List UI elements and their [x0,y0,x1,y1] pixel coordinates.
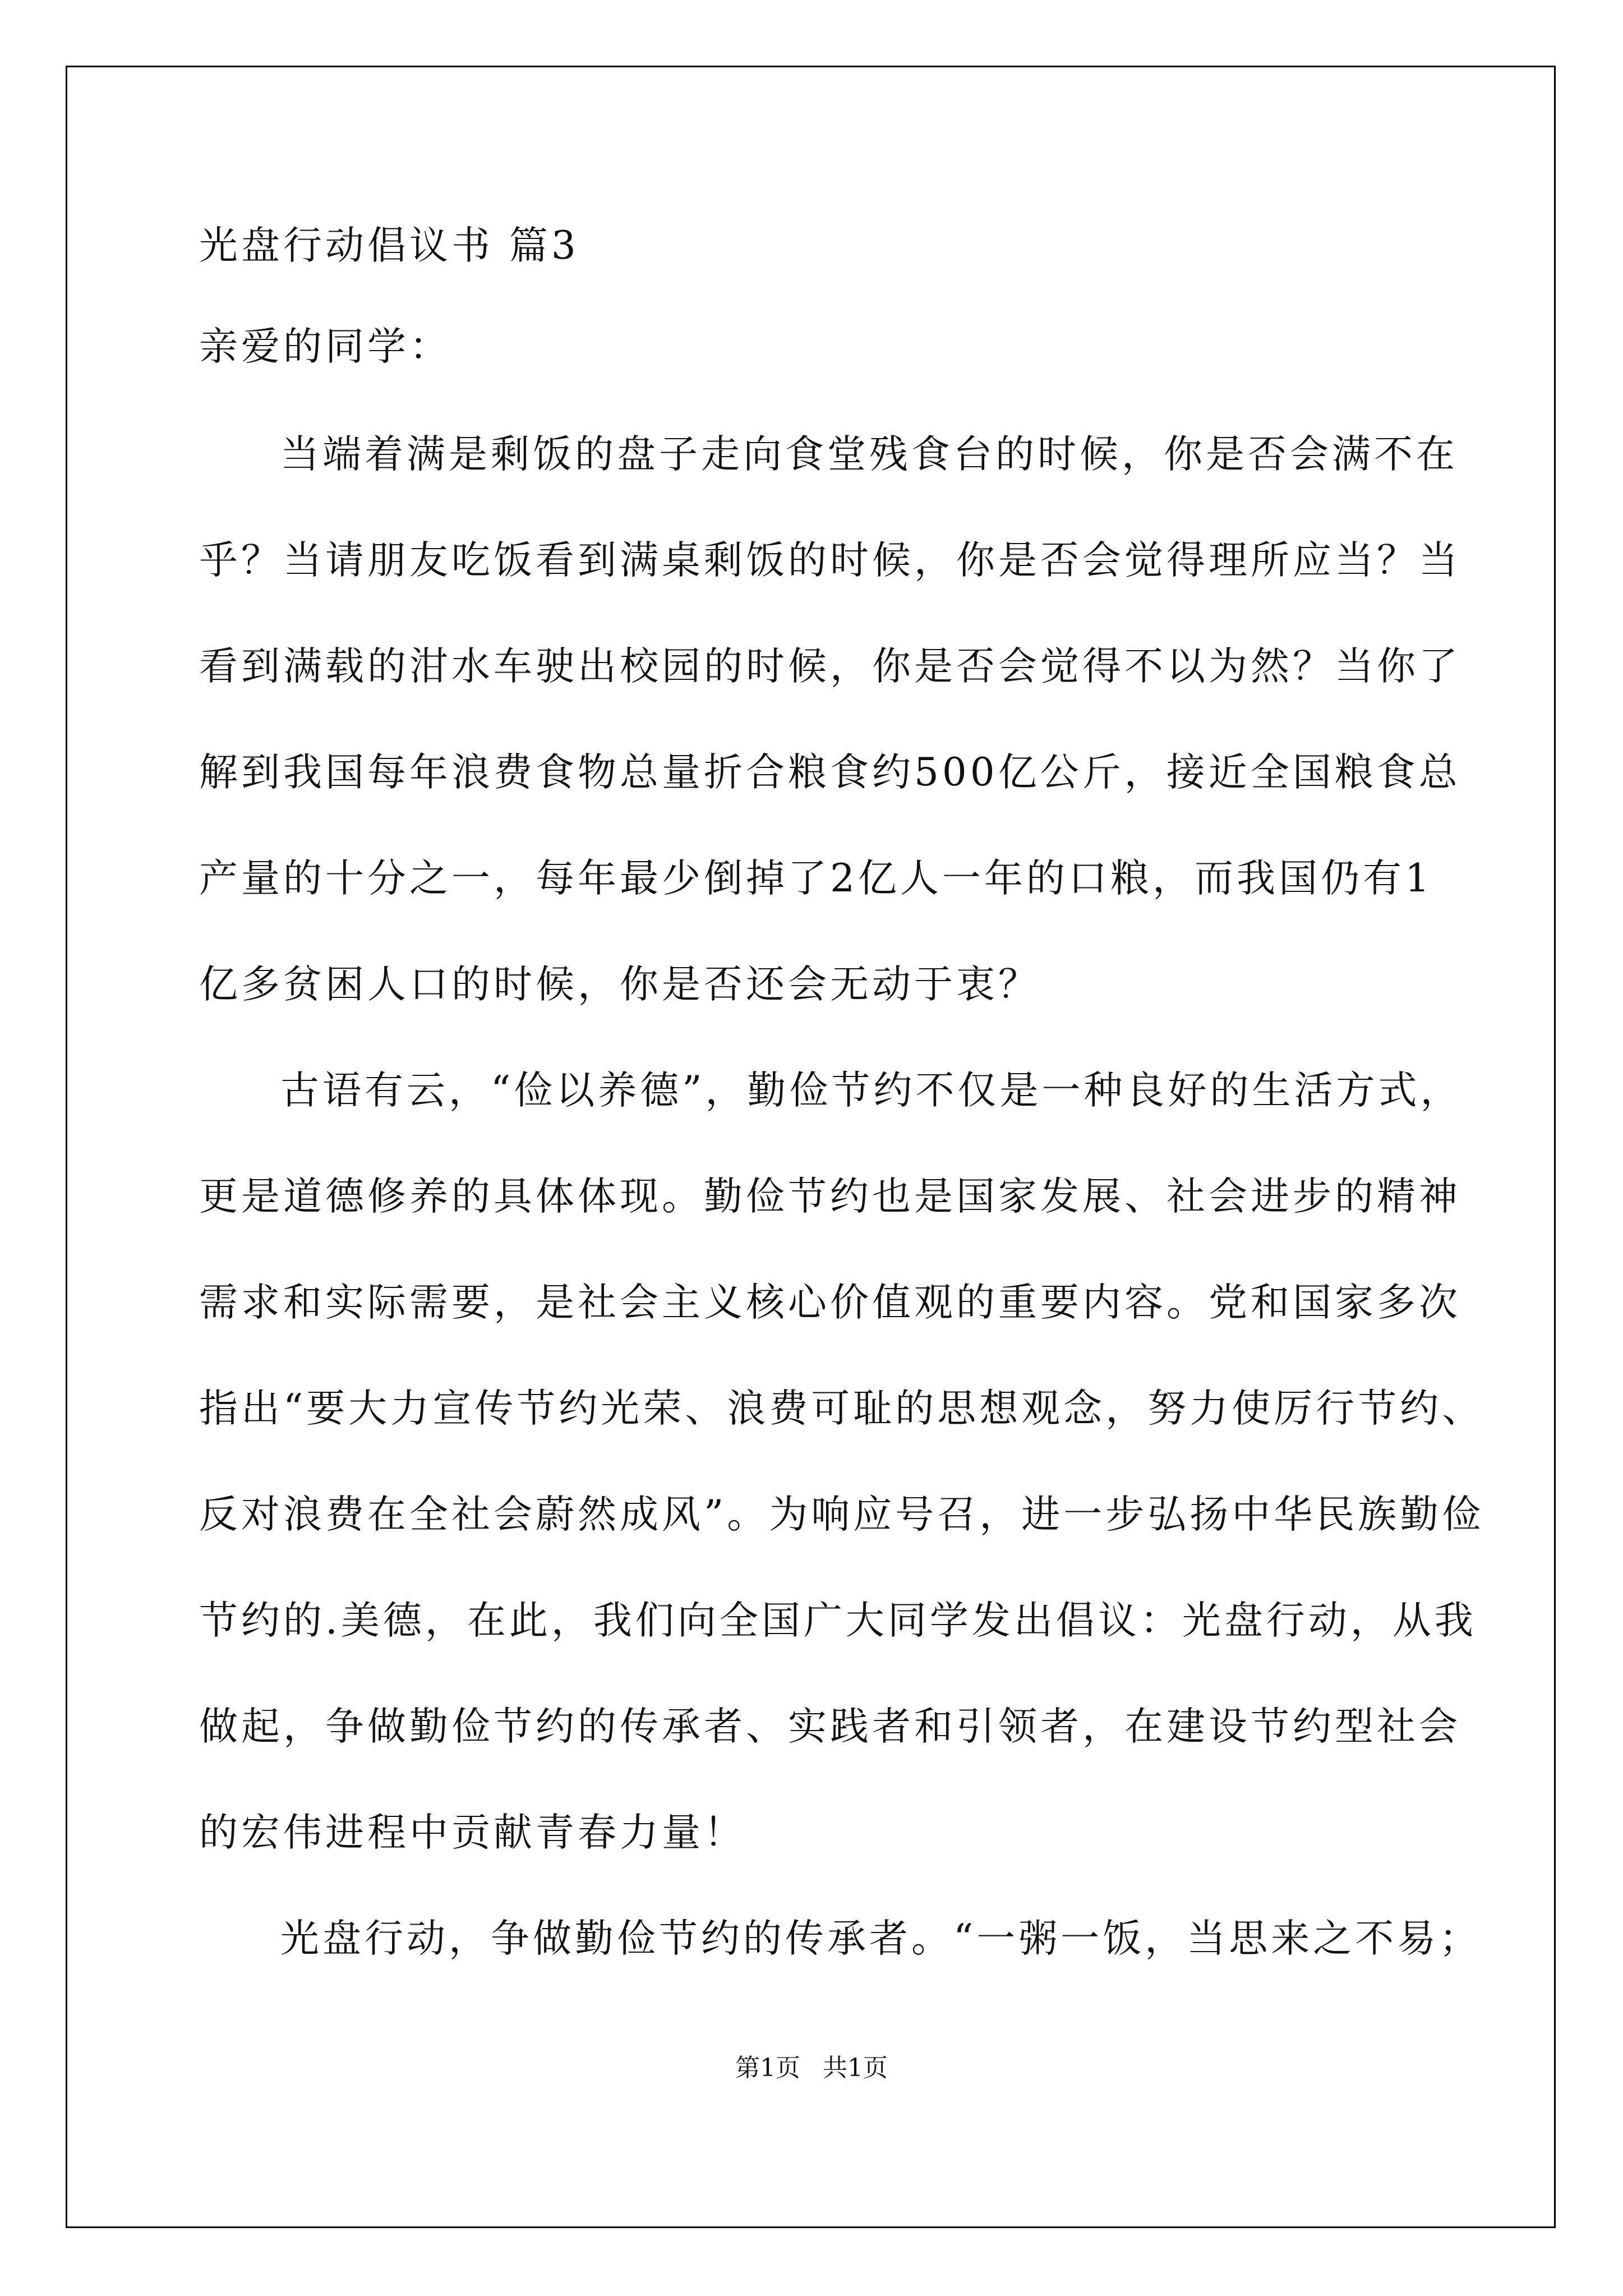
paragraph-line: 亿多贫困人口的时候，你是否还会无动于衷？ [199,962,1040,1007]
paragraph-2 [199,1038,1484,1886]
paragraph-line: 更是道德修养的具体体现。勤俭节约也是国家发展、社会进步的精神 [199,1174,1461,1219]
document-title: 光盘行动倡议书 篇3 [199,223,579,268]
paragraph-line: 解到我国每年浪费食物总量折合粮食约500亿公斤，接近全国粮食总 [199,750,1461,795]
salutation: 亲爱的同学： [199,324,451,369]
paragraph-line: 乎？当请朋友吃饭看到满桌剩饭的时候，你是否会觉得理所应当？当 [199,538,1461,583]
paragraph-line: 当端着满是剩饭的盘子走向食堂残食台的时候，你是否会满不在 [280,432,1458,477]
page-total: 共1页 [823,2054,888,2082]
paragraph-line: 节约的.美德，在此，我们向全国广大同学发出倡议：光盘行动，从我 [199,1598,1477,1643]
paragraph-line: 古语有云，“俭以养德”，勤俭节约不仅是一种良好的生活方式， [280,1068,1463,1113]
page-number: 第1页 [735,2054,800,2082]
paragraph-line: 指出“要大力宣传节约光荣、浪费可耻的思想观念，努力使厉行节约、 [199,1386,1484,1431]
page-footer [0,2047,1623,2083]
paragraph-line: 产量的十分之一，每年最少倒掉了2亿人一年的口粮，而我国仍有1 [199,856,1433,901]
paragraph-line: 需求和实际需要，是社会主义核心价值观的重要内容。党和国家多次 [199,1280,1461,1325]
paragraph-line: 的宏伟进程中贡献青春力量！ [199,1810,746,1855]
paragraph-1 [199,402,1461,1038]
document-body [199,219,1484,1992]
paragraph-line: 做起，争做勤俭节约的传承者、实践者和引领者，在建设节约型社会 [199,1704,1461,1749]
paragraph-line: 反对浪费在全社会蔚然成风”。为响应号召，进一步弘扬中华民族勤俭 [199,1492,1484,1537]
paragraph-3 [199,1886,1482,1992]
paragraph-line: 光盘行动，争做勤俭节约的传承者。“一粥一饭，当思来之不易； [280,1916,1482,1961]
paragraph-line: 看到满载的泔水车驶出校园的时候，你是否会觉得不以为然？当你了 [199,644,1461,689]
